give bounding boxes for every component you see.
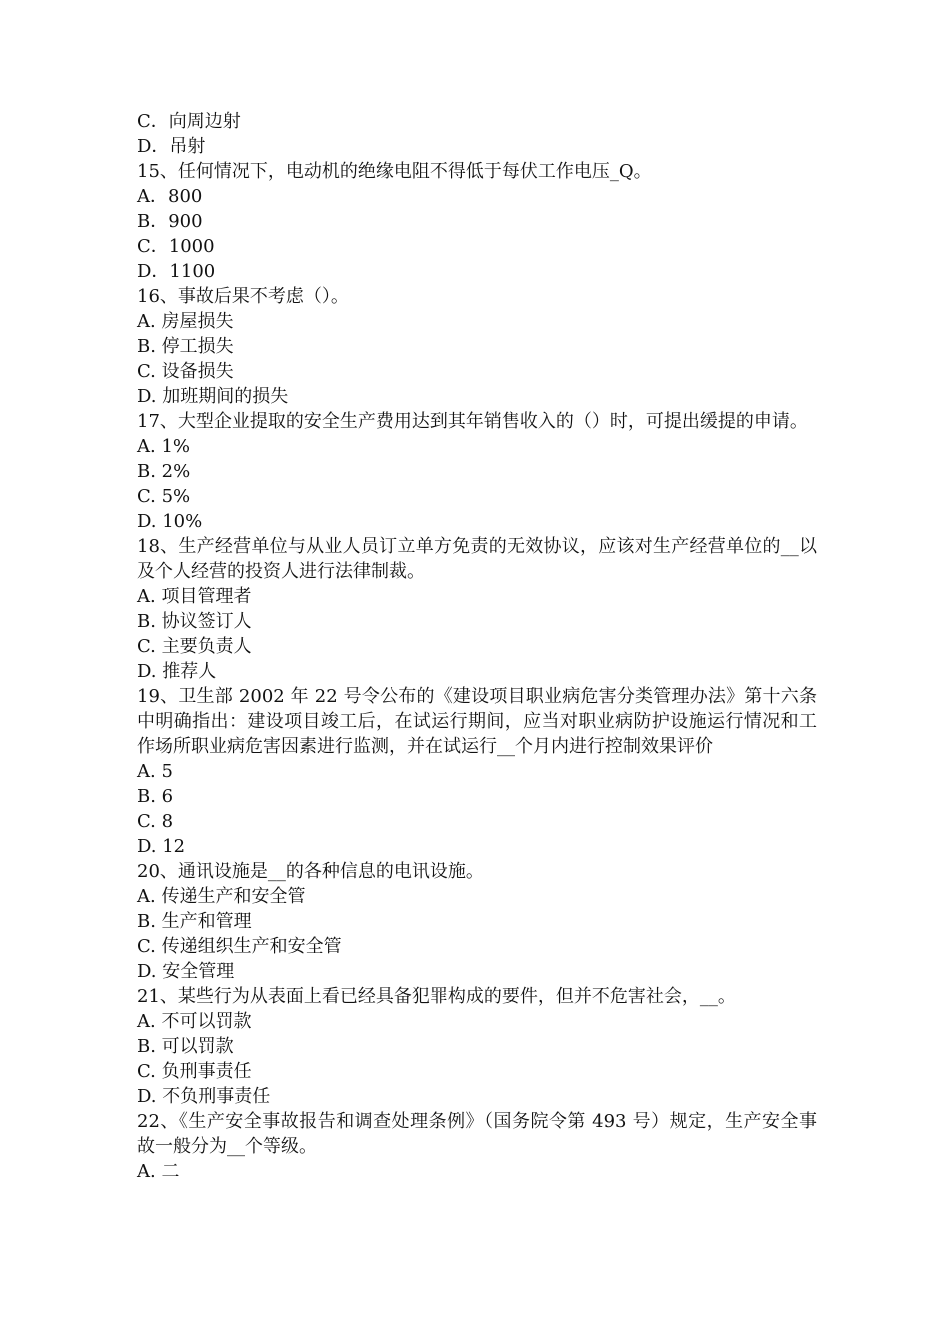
question-text: 20、通讯设施是__的各种信息的电讯设施。	[137, 861, 484, 882]
answer-option: C. 主要负责人	[137, 636, 252, 657]
answer-option: B. 生产和管理	[137, 911, 252, 932]
answer-option: D. 推荐人	[137, 661, 217, 682]
answer-option: A. 5	[137, 761, 173, 782]
answer-option: C．1000	[137, 236, 215, 257]
answer-option: C. 5%	[137, 486, 191, 507]
answer-option: C. 负刑事责任	[137, 1061, 252, 1082]
answer-option: A. 传递生产和安全管	[137, 886, 306, 907]
answer-option: D．吊射	[137, 136, 206, 157]
answer-option: C. 传递组织生产和安全管	[137, 936, 342, 957]
answer-option: A. 二	[137, 1161, 180, 1182]
document-body	[137, 109, 817, 1184]
answer-option: D. 加班期间的损失	[137, 386, 289, 407]
question-text: 17、大型企业提取的安全生产费用达到其年销售收入的（）时，可提出缓提的申请。	[137, 411, 808, 432]
answer-option: A. 不可以罚款	[137, 1011, 252, 1032]
answer-option: B. 6	[137, 786, 174, 807]
answer-option: B. 协议签订人	[137, 611, 252, 632]
answer-option: A. 项目管理者	[137, 586, 252, 607]
question-text: 16、事故后果不考虑（）。	[137, 286, 349, 307]
answer-option: D. 不负刑事责任	[137, 1086, 271, 1107]
question-text: 21、某些行为从表面上看已经具备犯罪构成的要件，但并不危害社会，__。	[137, 986, 736, 1007]
answer-option: B. 可以罚款	[137, 1036, 234, 1057]
answer-option: B. 停工损失	[137, 336, 234, 357]
answer-option: A．800	[137, 186, 203, 207]
answer-option: D. 12	[137, 836, 186, 857]
answer-option: A. 房屋损失	[137, 311, 234, 332]
answer-option: C．向周边射	[137, 111, 241, 132]
answer-option: B. 2%	[137, 461, 191, 482]
answer-option: C. 8	[137, 811, 174, 832]
answer-option: B．900	[137, 211, 203, 232]
question-text: 19、卫生部 2002 年 22 号令公布的《建设项目职业病危害分类管理办法》第十六条中明确指出：建设项目竣工后，在试运行期间，应当对职业病防护设施运行情况和工作场所职业病危害因素进行监测，并在试运行__个月内进行控制效果评价	[137, 686, 817, 757]
answer-option: A. 1%	[137, 436, 190, 457]
answer-option: D. 安全管理	[137, 961, 235, 982]
question-text: 22、《生产安全事故报告和调查处理条例》（国务院令第 493 号）规定，生产安全事故一般分为__个等级。	[137, 1111, 817, 1157]
answer-option: D. 10%	[137, 511, 203, 532]
question-text: 15、任何情况下，电动机的绝缘电阻不得低于每伏工作电压_Q。	[137, 161, 652, 182]
answer-option: D．1100	[137, 261, 216, 282]
answer-option: C. 设备损失	[137, 361, 234, 382]
question-text: 18、生产经营单位与从业人员订立单方免责的无效协议，应该对生产经营单位的__以及个人经营的投资人进行法律制裁。	[137, 536, 817, 582]
